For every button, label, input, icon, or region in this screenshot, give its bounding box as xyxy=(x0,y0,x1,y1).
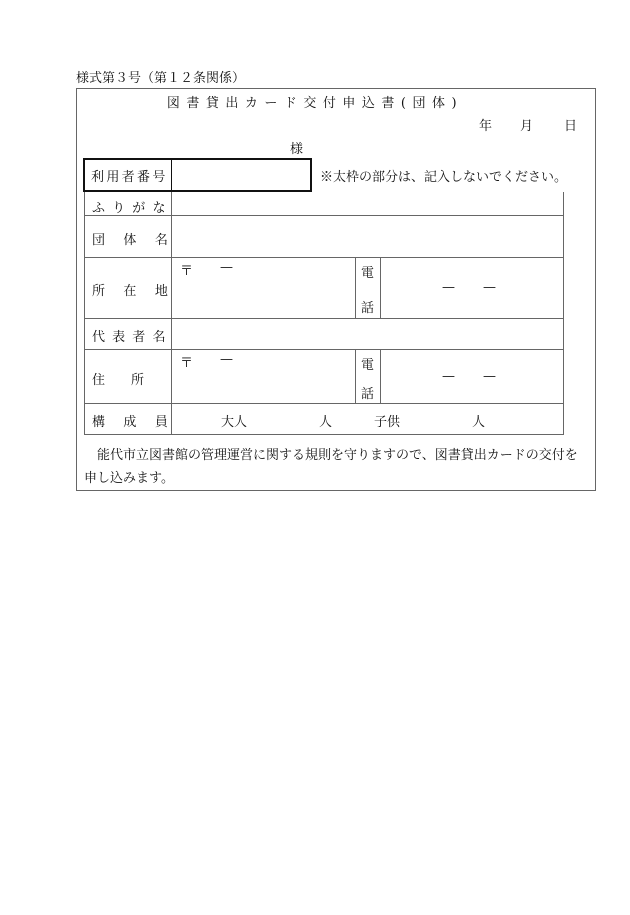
date-month-label: 月 xyxy=(520,119,534,134)
location-postal-dash: — xyxy=(220,260,233,275)
representative-field[interactable] xyxy=(172,319,563,349)
address-phone-label-bottom: 話 xyxy=(361,387,375,402)
address-phone-divider-left xyxy=(355,349,356,403)
location-phone-label-top: 電 xyxy=(361,266,375,281)
location-postal-mark: 〒 xyxy=(180,264,194,279)
representative-label: 代表者名 xyxy=(92,330,173,345)
location-phone-dash: — xyxy=(483,280,496,295)
location-phone-divider-left xyxy=(355,257,356,318)
location-label: 所 在 地 xyxy=(92,284,176,299)
user-number-label: 利用者番号 xyxy=(91,170,168,185)
location-phone-divider-right xyxy=(380,257,381,318)
members-adult-label: 大人 xyxy=(221,415,248,430)
address-postal-dash: — xyxy=(220,352,233,367)
location-phone-label-bottom: 話 xyxy=(361,301,375,316)
group-name-label: 団 体 名 xyxy=(92,233,176,248)
furigana-label: ふりがな xyxy=(92,201,173,216)
row-divider xyxy=(84,349,564,350)
address-postal-mark: 〒 xyxy=(180,356,194,371)
address-phone-divider-right xyxy=(380,349,381,403)
address-phone-dash: — xyxy=(442,369,455,384)
address-label: 住 所 xyxy=(92,373,145,388)
row-divider xyxy=(84,257,564,258)
furigana-field[interactable] xyxy=(172,193,563,215)
addressee-label: 様 xyxy=(290,142,304,157)
members-child-unit: 人 xyxy=(472,415,486,430)
date-day-label: 日 xyxy=(564,119,578,134)
members-label: 構 成 員 xyxy=(92,415,176,430)
notice-text: ※太枠の部分は、記入しないでください。 xyxy=(320,170,568,185)
group-name-field[interactable] xyxy=(172,216,563,257)
user-number-divider xyxy=(171,158,172,192)
address-phone-dash: — xyxy=(483,369,496,384)
date-year-label: 年 xyxy=(479,119,493,134)
location-phone-dash: — xyxy=(442,280,455,295)
form-title: 図書貸出カード交付申込書(団体) xyxy=(166,96,464,111)
address-phone-label-top: 電 xyxy=(361,358,375,373)
members-adult-unit: 人 xyxy=(319,415,333,430)
form-number-label: 様式第３号（第１２条関係） xyxy=(76,71,246,86)
members-child-label: 子供 xyxy=(374,415,401,430)
declaration-text: 能代市立図書館の管理運営に関する規則を守りますので、図書貸出カードの交付を申し込みます。 xyxy=(84,448,578,486)
row-divider xyxy=(84,403,564,404)
